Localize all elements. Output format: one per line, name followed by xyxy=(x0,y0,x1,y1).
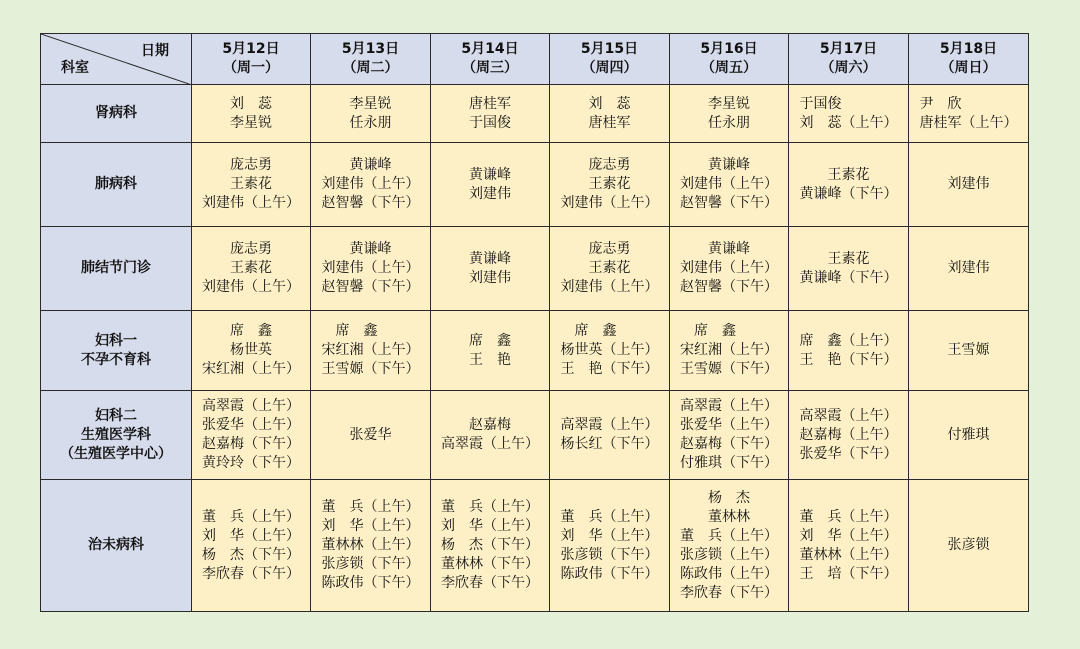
doctor-entry: 李欣春（下午） xyxy=(680,584,778,601)
doctor-entry: 董林林（上午） xyxy=(799,546,898,563)
doctor-entry: 李欣春（下午） xyxy=(202,565,300,582)
doctor-entry: 陈政伟（下午） xyxy=(321,575,420,591)
doctor-entry: 王素花 xyxy=(588,260,631,276)
doctor-list xyxy=(800,407,898,464)
doctor-entry: 黄谦峰 xyxy=(469,166,511,183)
doctor-entry: 高翠霞（上午） xyxy=(441,436,539,452)
doctor-entry: 陈政伟（上午） xyxy=(680,565,778,582)
schedule-row xyxy=(41,480,1029,612)
doctor-list xyxy=(322,240,420,297)
doctor-list xyxy=(202,322,300,379)
doctor-cell xyxy=(550,391,670,480)
date-header-4 xyxy=(550,34,670,85)
doctor-cell xyxy=(789,311,909,391)
doctor-entry: 赵智馨（下午） xyxy=(680,195,778,211)
doctor-entry: 席 鑫 xyxy=(560,323,617,339)
doctor-list xyxy=(800,166,898,204)
doctor-entry: 赵智馨（下午） xyxy=(321,195,420,211)
department-cell xyxy=(41,480,192,612)
doctor-entry: 杨 杰（下午） xyxy=(202,546,300,563)
doctor-entry: 刘建伟（上午） xyxy=(560,195,659,211)
doctor-entry: 尹 欣 xyxy=(919,95,962,112)
department-name: 肺结节门诊 xyxy=(81,260,151,276)
department-name: 不孕不育科 xyxy=(81,351,151,368)
doctor-list xyxy=(230,95,272,133)
doctor-entry: 刘建伟 xyxy=(469,269,511,286)
doctor-cell xyxy=(550,311,670,391)
doctor-list xyxy=(350,95,392,133)
doctor-entry: 于国俊 xyxy=(799,95,842,112)
doctor-cell xyxy=(670,85,789,143)
doctor-cell xyxy=(909,227,1029,311)
doctor-entry: 王 艳（下午） xyxy=(799,351,898,368)
doctor-list xyxy=(561,322,659,379)
doctor-entry: 张爱华（下午） xyxy=(799,445,898,462)
doctor-entry: 王素花 xyxy=(230,176,272,192)
weekday-label: （周六） xyxy=(820,60,877,76)
date-label: 5月17日 xyxy=(819,41,878,57)
doctor-entry: 刘 蕊 xyxy=(230,95,272,112)
doctor-entry: 杨世英 xyxy=(230,342,272,358)
doctor-cell xyxy=(909,311,1029,391)
doctor-list xyxy=(680,322,778,379)
doctor-cell xyxy=(670,143,789,227)
doctor-cell xyxy=(431,227,550,311)
doctor-cell xyxy=(431,480,550,612)
doctor-entry: 席 鑫 xyxy=(321,323,378,339)
doctor-entry: 陈政伟（下午） xyxy=(560,565,659,582)
doctor-cell xyxy=(909,143,1029,227)
doctor-entry: 董 兵（上午） xyxy=(441,499,539,515)
doctor-entry: 黄谦峰 xyxy=(708,157,750,173)
doctor-cell xyxy=(909,85,1029,143)
doctor-entry: 张爱华（上午） xyxy=(202,417,300,433)
doctor-list xyxy=(948,341,990,360)
doctor-list xyxy=(948,426,990,445)
doctor-entry: 刘建伟（上午） xyxy=(680,260,778,276)
doctor-entry: 刘 华（上午） xyxy=(441,518,539,534)
doctor-cell xyxy=(789,85,909,143)
weekday-label: （周日） xyxy=(940,60,997,76)
schedule-row xyxy=(41,143,1029,227)
doctor-cell xyxy=(311,143,431,227)
doctor-entry: 黄谦峰 xyxy=(708,241,750,257)
doctor-entry: 张彦锁（上午） xyxy=(680,546,778,563)
doctor-entry: 刘建伟 xyxy=(947,260,990,276)
doctor-list xyxy=(561,508,659,584)
doctor-entry: 王素花 xyxy=(827,166,870,183)
doctor-entry: 王 艳（下午） xyxy=(560,361,659,377)
date-header-3 xyxy=(431,34,550,85)
doctor-entry: 张彦锁（下午） xyxy=(560,546,659,563)
doctor-cell xyxy=(311,480,431,612)
date-axis-label: 日期 xyxy=(141,43,169,59)
doctor-entry: 刘建伟（上午） xyxy=(560,279,659,295)
doctor-entry: 董林林（下午） xyxy=(441,556,539,572)
doctor-entry: 庞志勇 xyxy=(588,157,631,173)
doctor-entry: 刘建伟（上午） xyxy=(321,176,420,192)
schedule-row xyxy=(41,227,1029,311)
doctor-list xyxy=(708,95,750,133)
date-label: 5月12日 xyxy=(222,41,280,57)
doctor-list xyxy=(680,156,778,213)
doctor-list xyxy=(680,397,778,473)
date-header-2 xyxy=(311,34,431,85)
doctor-entry: 高翠霞（上午） xyxy=(680,398,778,414)
doctor-entry: 李星锐 xyxy=(230,114,272,131)
doctor-cell xyxy=(550,480,670,612)
doctor-entry: 刘建伟 xyxy=(947,176,990,192)
doctor-list xyxy=(800,508,898,584)
doctor-entry: 王雪嫄（下午） xyxy=(321,361,420,377)
doctor-cell xyxy=(789,143,909,227)
doctor-entry: 刘建伟（上午） xyxy=(680,176,778,192)
doctor-cell xyxy=(431,311,550,391)
doctor-entry: 董林林（上午） xyxy=(321,537,420,553)
doctor-list xyxy=(469,95,511,133)
doctor-cell xyxy=(311,311,431,391)
doctor-list xyxy=(202,397,300,473)
doctor-entry: 张爱华 xyxy=(349,426,392,443)
doctor-list xyxy=(589,95,631,133)
doctor-entry: 董 兵（上午） xyxy=(202,508,300,525)
doctor-cell xyxy=(550,143,670,227)
date-label: 5月18日 xyxy=(939,41,998,57)
doctor-entry: 杨长红（下午） xyxy=(560,436,659,452)
department-cell xyxy=(41,391,192,480)
doctor-cell xyxy=(789,227,909,311)
doctor-entry: 付雅琪（下午） xyxy=(680,455,778,471)
doctor-entry: 赵智馨（下午） xyxy=(680,279,778,295)
department-name: 肺病科 xyxy=(95,176,137,192)
doctor-entry: 刘建伟（上午） xyxy=(202,279,300,295)
corner-cell xyxy=(41,34,192,85)
date-label: 5月16日 xyxy=(700,41,758,57)
doctor-cell xyxy=(192,85,311,143)
doctor-cell xyxy=(550,227,670,311)
doctor-cell xyxy=(789,391,909,480)
doctor-cell xyxy=(192,480,311,612)
doctor-cell xyxy=(909,480,1029,612)
doctor-entry: 董 兵（上午） xyxy=(799,508,898,525)
department-cell xyxy=(41,85,192,143)
department-name: 生殖医学科 xyxy=(81,426,151,443)
doctor-list xyxy=(948,536,990,555)
doctor-entry: 任永朋 xyxy=(349,114,392,131)
doctor-entry: 李星锐 xyxy=(349,95,392,112)
doctor-list xyxy=(948,259,990,278)
doctor-cell xyxy=(192,311,311,391)
weekday-label: （周四） xyxy=(581,60,638,76)
doctor-list xyxy=(680,489,778,603)
doctor-entry: 庞志勇 xyxy=(588,241,631,257)
doctor-cell xyxy=(670,480,789,612)
doctor-entry: 席 鑫 xyxy=(230,323,272,339)
doctor-entry: 宋红湘（上午） xyxy=(680,342,778,358)
doctor-entry: 刘 华（上午） xyxy=(799,527,898,544)
doctor-list xyxy=(322,498,420,593)
doctor-list xyxy=(202,240,300,297)
doctor-entry: 唐桂军 xyxy=(588,114,631,131)
doctor-list xyxy=(800,95,898,133)
doctor-entry: 张彦锁（下午） xyxy=(321,556,420,572)
department-cell xyxy=(41,227,192,311)
doctor-list xyxy=(920,95,1018,133)
doctor-entry: 杨 杰 xyxy=(680,489,750,506)
doctor-list xyxy=(322,156,420,213)
doctor-entry: 刘建伟 xyxy=(469,185,511,202)
doctor-entry: 黄谦峰 xyxy=(349,241,392,257)
date-header-1 xyxy=(192,34,311,85)
doctor-entry: 赵嘉梅 xyxy=(469,417,511,433)
department-name: 妇科二 xyxy=(95,407,137,424)
doctor-cell xyxy=(431,391,550,480)
department-cell xyxy=(41,311,192,391)
doctor-entry: 黄谦峰（下午） xyxy=(799,185,898,202)
schedule-row xyxy=(41,85,1029,143)
doctor-entry: 高翠霞（上午） xyxy=(560,417,659,433)
doctor-entry: 赵嘉梅（上午） xyxy=(799,426,898,443)
doctor-entry: 黄谦峰 xyxy=(349,157,392,173)
doctor-list xyxy=(441,498,539,593)
department-axis-label: 科室 xyxy=(61,60,89,76)
doctor-entry: 刘建伟（上午） xyxy=(321,260,420,276)
doctor-entry: 李星锐 xyxy=(708,95,750,112)
doctor-list xyxy=(469,166,511,204)
schedule-row xyxy=(41,311,1029,391)
department-name: 肾病科 xyxy=(95,105,137,121)
doctor-cell xyxy=(192,391,311,480)
doctor-list xyxy=(469,250,511,288)
doctor-list xyxy=(202,156,300,213)
doctor-entry: 张爱华（上午） xyxy=(680,417,778,433)
doctor-entry: 唐桂军 xyxy=(469,95,511,112)
date-header-6 xyxy=(789,34,909,85)
doctor-entry: 黄玲玲（下午） xyxy=(202,455,300,471)
doctor-entry: 刘 蕊 xyxy=(588,95,631,112)
doctor-entry: 庞志勇 xyxy=(230,157,272,173)
department-name: 妇科一 xyxy=(95,332,137,349)
doctor-entry: 赵嘉梅（下午） xyxy=(680,436,778,452)
schedule-row xyxy=(41,391,1029,480)
doctor-cell xyxy=(909,391,1029,480)
doctor-entry: 唐桂军（上午） xyxy=(919,114,1018,131)
doctor-entry: 董林林 xyxy=(680,508,750,525)
doctor-entry: 董 兵（上午） xyxy=(321,499,420,515)
doctor-entry: 付雅琪 xyxy=(947,426,990,443)
date-label: 5月13日 xyxy=(341,41,400,57)
doctor-list xyxy=(561,416,659,454)
doctor-entry: 王素花 xyxy=(827,250,870,267)
doctor-entry: 张彦锁 xyxy=(947,537,990,553)
doctor-list xyxy=(800,250,898,288)
doctor-entry: 赵智馨（下午） xyxy=(321,279,420,295)
department-name: 治未病科 xyxy=(88,537,144,553)
doctor-cell xyxy=(550,85,670,143)
doctor-entry: 宋红湘（上午） xyxy=(202,361,300,377)
doctor-entry: 刘 华（上午） xyxy=(560,527,659,544)
doctor-cell xyxy=(670,227,789,311)
doctor-entry: 席 鑫 xyxy=(469,332,511,349)
doctor-cell xyxy=(431,85,550,143)
doctor-entry: 刘建伟（上午） xyxy=(202,195,300,211)
doctor-entry: 高翠霞（上午） xyxy=(202,398,300,414)
doctor-list xyxy=(561,240,659,297)
header-row xyxy=(41,34,1029,85)
doctor-entry: 董 兵（上午） xyxy=(560,508,659,525)
doctor-cell xyxy=(311,391,431,480)
duty-schedule-table xyxy=(40,33,1029,612)
date-header-5 xyxy=(670,34,789,85)
doctor-cell xyxy=(431,143,550,227)
department-cell xyxy=(41,143,192,227)
weekday-label: （周五） xyxy=(701,60,757,76)
doctor-entry: 赵嘉梅（下午） xyxy=(202,436,300,452)
doctor-entry: 王素花 xyxy=(588,176,631,192)
doctor-entry: 王 艳 xyxy=(469,351,511,368)
doctor-entry: 宋红湘（上午） xyxy=(321,342,420,358)
doctor-entry: 杨 杰（下午） xyxy=(441,537,539,553)
doctor-entry: 王 培（下午） xyxy=(799,565,898,582)
doctor-entry: 王雪嫄（下午） xyxy=(680,361,778,377)
weekday-label: （周二） xyxy=(342,60,399,76)
department-name: （生殖医学中心） xyxy=(60,445,172,462)
doctor-entry: 刘 华（上午） xyxy=(202,527,300,544)
doctor-cell xyxy=(670,311,789,391)
doctor-entry: 王雪嫄 xyxy=(947,342,990,358)
doctor-entry: 席 鑫 xyxy=(680,323,736,339)
doctor-list xyxy=(441,416,539,454)
doctor-entry: 庞志勇 xyxy=(230,241,272,257)
doctor-entry: 黄谦峰 xyxy=(469,250,511,267)
doctor-list xyxy=(322,322,420,379)
doctor-entry: 于国俊 xyxy=(469,114,511,131)
doctor-entry: 刘 蕊（上午） xyxy=(799,114,898,131)
doctor-list xyxy=(948,175,990,194)
doctor-entry: 杨世英（上午） xyxy=(560,342,659,358)
doctor-cell xyxy=(192,143,311,227)
doctor-cell xyxy=(789,480,909,612)
date-label: 5月14日 xyxy=(461,41,519,57)
doctor-entry: 董 兵（上午） xyxy=(680,527,778,544)
doctor-entry: 王素花 xyxy=(230,260,272,276)
doctor-list xyxy=(469,332,511,370)
weekday-label: （周三） xyxy=(462,60,518,76)
doctor-entry: 黄谦峰（下午） xyxy=(799,269,898,286)
doctor-cell xyxy=(670,391,789,480)
doctor-entry: 李欣春（下午） xyxy=(441,575,539,591)
date-label: 5月15日 xyxy=(580,41,639,57)
doctor-cell xyxy=(311,227,431,311)
doctor-entry: 高翠霞（上午） xyxy=(799,407,898,424)
doctor-entry: 刘 华（上午） xyxy=(321,518,420,534)
doctor-list xyxy=(680,240,778,297)
doctor-cell xyxy=(311,85,431,143)
doctor-list xyxy=(800,332,898,370)
date-header-7 xyxy=(909,34,1029,85)
weekday-label: （周一） xyxy=(223,60,279,76)
doctor-list xyxy=(202,508,300,584)
doctor-list xyxy=(561,156,659,213)
doctor-entry: 任永朋 xyxy=(708,114,750,131)
doctor-list xyxy=(350,426,392,445)
doctor-cell xyxy=(192,227,311,311)
doctor-entry: 席 鑫（上午） xyxy=(799,332,898,349)
